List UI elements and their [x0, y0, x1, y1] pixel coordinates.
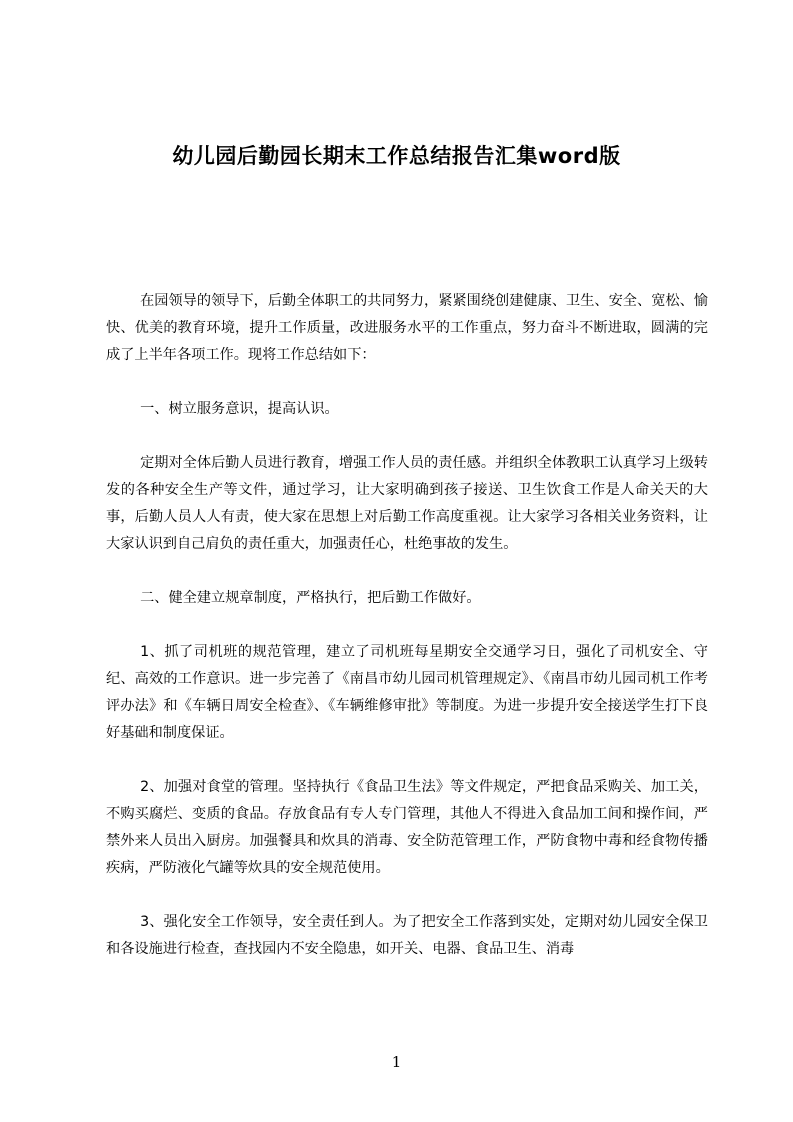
item-3-paragraph: 3、强化安全工作领导，安全责任到人。为了把安全工作落到实处，定期对幼儿园安全保卫和各设施进行检查，查找园内不安全隐患，如开关、电器、食品卫生、消毒	[106, 914, 708, 957]
section-heading-2: 二、健全建立规章制度，严格执行，把后勤工作做好。	[140, 590, 481, 606]
page-number: 1	[391, 1053, 402, 1071]
intro-paragraph: 在园领导的领导下，后勤全体职工的共同努力，紧紧围绕创建健康、卫生、安全、宽松、愉快、优美的教育环境，提升工作质量，改进服务水平的工作重点，努力奋斗不断进取，圆满的完成了上半年各项工作。现将工作总结如下：	[106, 293, 708, 363]
document-body	[106, 288, 708, 990]
section-heading-1: 一、树立服务意识，提高认识。	[140, 401, 339, 417]
document-title: 幼儿园后勤园长期末工作总结报告汇集word版	[172, 144, 621, 168]
item-2-paragraph: 2、加强对食堂的管理。坚持执行《食品卫生法》等文件规定，严把食品采购关、加工关，不购买腐烂、变质的食品。存放食品有专人专门管理，其他人不得进入食品加工间和操作间，严禁外来人员出入厨房。加强餐具和炊具的消毒、安全防范管理工作，严防食物中毒和经食物传播疾病，严防液化气罐等炊具的安全规范使用。	[106, 779, 708, 876]
section-1-paragraph: 定期对全体后勤人员进行教育，增强工作人员的责任感。并组织全体教职工认真学习上级转发的各种安全生产等文件，通过学习，让大家明确到孩子接送、卫生饮食工作是人命关天的大事，后勤人员人人有责，使大家在思想上对后勤工作高度重视。让大家学习各相关业务资料，让大家认识到自己肩负的责任重大，加强责任心，杜绝事故的发生。	[106, 455, 708, 552]
item-1-paragraph: 1、抓了司机班的规范管理，建立了司机班每星期安全交通学习日，强化了司机安全、守纪、高效的工作意识。进一步完善了《南昌市幼儿园司机管理规定》、《南昌市幼儿园司机工作考评办法》和《车辆日周安全检查》、《车辆维修审批》等制度。为进一步提升安全接送学生打下良好基础和制度保证。	[106, 644, 708, 741]
